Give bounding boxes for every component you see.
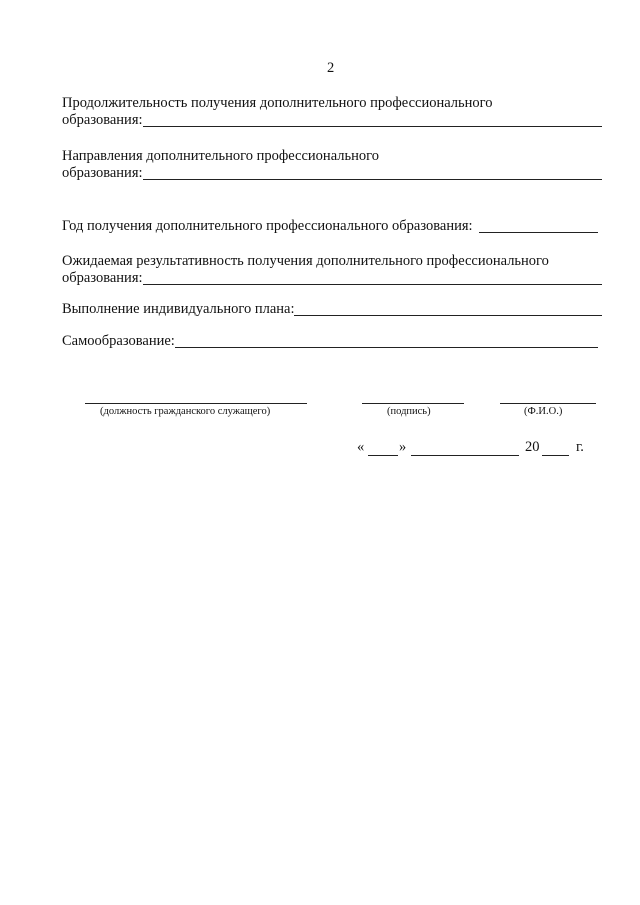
expected-field[interactable] xyxy=(62,270,602,287)
duration-label-line2: образования: xyxy=(62,112,143,128)
position-signature-line[interactable] xyxy=(85,403,307,404)
signature-caption: (подпись) xyxy=(387,406,431,417)
directions-field[interactable] xyxy=(62,165,602,182)
year-label: Год получения дополнительного профессионального образования: xyxy=(62,218,473,234)
self-education-label: Самообразование: xyxy=(62,333,175,349)
date-year-prefix: 20 xyxy=(525,439,540,455)
year-fill-line xyxy=(479,232,598,233)
date-year-line[interactable] xyxy=(542,455,569,456)
self-education-fill-line xyxy=(175,347,598,348)
directions-label-line1: Направления дополнительного профессионального xyxy=(62,148,379,164)
date-month-line[interactable] xyxy=(411,455,519,456)
signature-line[interactable] xyxy=(362,403,464,404)
duration-fill-line xyxy=(143,126,602,127)
page-number: 2 xyxy=(327,60,335,76)
date-day-line[interactable] xyxy=(368,455,398,456)
plan-field[interactable] xyxy=(62,301,602,318)
directions-fill-line xyxy=(143,179,602,180)
directions-label-line2: образования: xyxy=(62,165,143,181)
year-field[interactable] xyxy=(62,218,598,235)
self-education-field[interactable] xyxy=(62,333,598,350)
date-close-quote: » xyxy=(399,439,407,455)
duration-label-line1: Продолжительность получения дополнительного профессионального xyxy=(62,95,493,111)
name-signature-line[interactable] xyxy=(500,403,596,404)
date-open-quote: « xyxy=(357,439,365,455)
duration-field[interactable] xyxy=(62,112,602,129)
date-year-suffix: г. xyxy=(576,439,584,455)
plan-label: Выполнение индивидуального плана: xyxy=(62,301,295,317)
plan-fill-line xyxy=(294,315,602,316)
expected-label-line1: Ожидаемая результативность получения дополнительного профессионального xyxy=(62,253,549,269)
expected-fill-line xyxy=(143,284,602,285)
name-caption: (Ф.И.О.) xyxy=(524,406,563,417)
expected-label-line2: образования: xyxy=(62,270,143,286)
position-caption: (должность гражданского служащего) xyxy=(100,406,271,417)
